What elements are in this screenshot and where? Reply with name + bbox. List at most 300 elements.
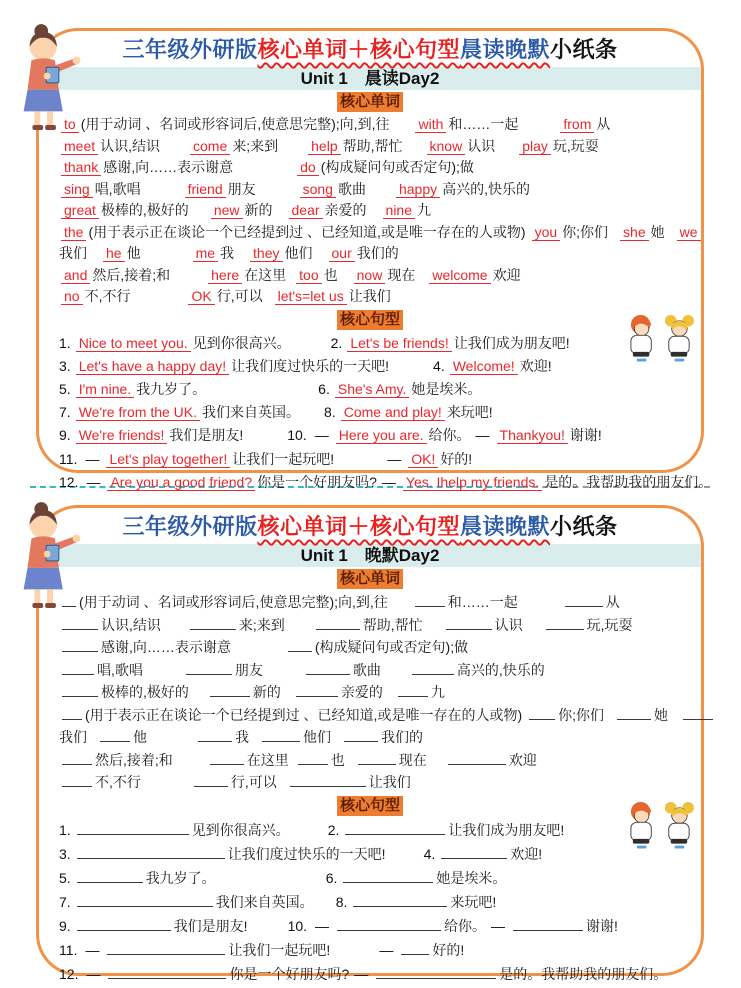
chinese-text: 见到你很高兴。 (192, 334, 291, 351)
answer-blank (376, 964, 496, 979)
english-answer: Yes. Ihelp my friends. (403, 474, 542, 491)
item-number: 2. (330, 334, 343, 351)
english-answer: Let's have a happy day! (76, 358, 229, 375)
spacer (141, 257, 191, 258)
girl-student-icon (665, 315, 694, 362)
chinese-text: 高兴的,快乐的 (456, 661, 545, 678)
teacher-icon (4, 20, 102, 138)
english-answer: welcome (429, 267, 490, 284)
chinese-text: 谢谢! (586, 917, 618, 934)
chinese-text: 歌曲 (352, 661, 381, 678)
english-answer: Thankyou! (497, 427, 568, 444)
spacer (665, 236, 675, 237)
english-answer: Are you a good friend? (107, 474, 255, 491)
item-number: 1. (59, 334, 71, 351)
text-line (59, 771, 681, 794)
chinese-text: 认识 (467, 137, 496, 154)
spacer (366, 193, 394, 194)
chinese-text: 也 (330, 751, 345, 768)
item-number: 4. (423, 845, 436, 862)
text-line (59, 401, 681, 424)
vocab-section-label: 核心单词 (337, 569, 403, 589)
answer-blank (343, 868, 433, 883)
spacer (249, 741, 259, 742)
spacer (286, 279, 294, 280)
item-number: 9. (59, 917, 71, 934)
answer-blank (398, 682, 428, 697)
card-title (59, 512, 681, 542)
chinese-text: 她 (650, 223, 665, 240)
english-answer: know (427, 138, 466, 155)
answer-blank (344, 727, 378, 742)
answer-blank (446, 615, 492, 630)
spacer (130, 300, 186, 301)
answer-blank (62, 615, 98, 630)
answer-blank (288, 637, 312, 652)
spacer (389, 370, 433, 371)
answer-blank (565, 592, 603, 607)
spacer (234, 257, 248, 258)
chinese-text: 他 (126, 245, 141, 261)
spacer (388, 606, 412, 607)
spacer (216, 882, 326, 883)
answer-blank (62, 660, 94, 675)
chinese-text: 谢谢! (569, 427, 602, 444)
chinese-text: 亲爱的 (340, 684, 383, 700)
answer-blank (617, 705, 651, 720)
dialogue-dash: — (314, 427, 329, 444)
chinese-text: 是的。我帮助我的朋友们。 (544, 473, 713, 490)
chinese-text: 好的! (440, 450, 473, 467)
english-answer: they (250, 245, 282, 262)
answer-blank (77, 916, 171, 931)
spacer (289, 764, 295, 765)
english-answer: here (208, 267, 242, 284)
dialogue-dash: — (381, 473, 396, 490)
text-line (59, 424, 681, 447)
chinese-text: 来玩吧! (450, 893, 497, 910)
spacer (285, 629, 313, 630)
answer-blank (77, 868, 143, 883)
answer-blank (77, 892, 213, 907)
spacer (233, 171, 295, 172)
spacer (87, 741, 97, 742)
sentence-list (59, 818, 681, 986)
answer-blank (337, 916, 441, 931)
answer-blank (62, 637, 98, 652)
spacer (526, 236, 530, 237)
answer-blank (298, 750, 328, 765)
text-line (59, 471, 713, 494)
spacer (248, 930, 288, 931)
english-answer: thank (61, 159, 101, 176)
english-answer: with (415, 116, 446, 133)
chinese-text: 和……一起 (447, 594, 518, 610)
item-number: 5. (59, 869, 71, 886)
spacer (206, 393, 318, 394)
chinese-text: 不,不行 (95, 774, 141, 790)
chinese-text: 我们是朋友! (169, 427, 244, 444)
answer-blank (306, 660, 350, 675)
english-answer: Nice to meet you. (76, 335, 191, 352)
chinese-text: 帮助,帮忙 (362, 616, 423, 633)
text-line (59, 938, 681, 962)
text-line (59, 243, 681, 265)
spacer (87, 257, 101, 258)
spacer (386, 858, 424, 859)
spacer (141, 193, 183, 194)
text-line (59, 286, 681, 308)
english-answer: come (190, 138, 230, 155)
text-line (59, 136, 681, 158)
answer-blank (108, 964, 226, 979)
chinese-text: 让我们度过快乐的一天吧! (231, 357, 390, 374)
boy-student-icon (631, 802, 651, 849)
title-segment: 小纸条 (550, 37, 618, 62)
item-number: 7. (59, 893, 71, 910)
answer-blank (100, 727, 130, 742)
english-answer: too (296, 267, 321, 284)
item-number: 12. (59, 473, 79, 490)
item-number: 5. (59, 380, 71, 397)
spacer (291, 347, 331, 348)
answer-blank (358, 750, 396, 765)
answer-blank (353, 892, 447, 907)
item-number: 8. (335, 893, 348, 910)
answer-blank (198, 727, 232, 742)
text-line (59, 704, 681, 727)
chinese-text: 她是埃米。 (411, 380, 482, 397)
english-answer: great (61, 202, 99, 219)
vocab-section-label: 核心单词 (337, 92, 403, 112)
spacer (403, 150, 425, 151)
answer-blank (194, 772, 228, 787)
chinese-text: (构成疑问句或否定句);做 (320, 159, 474, 175)
chinese-text: (构成疑问句或否定句);做 (314, 639, 469, 655)
spacer (256, 193, 298, 194)
chinese-text: 朋友 (234, 661, 263, 678)
chinese-text: 认识 (494, 616, 523, 633)
chinese-text: 现在 (398, 751, 427, 768)
spacer (170, 279, 206, 280)
english-answer: Let's be friends! (347, 335, 451, 352)
spacer (330, 954, 374, 955)
spacer (277, 786, 287, 787)
title-segment: 小纸条 (550, 514, 618, 539)
dialogue-dash: — (315, 917, 330, 934)
english-answer: happy (396, 181, 440, 198)
english-answer: play (519, 138, 551, 155)
chinese-text: 我 (235, 729, 249, 745)
spacer (345, 764, 355, 765)
chinese-text: 来玩吧! (446, 404, 493, 421)
english-answer: do (297, 159, 319, 176)
chinese-text: 她 (654, 706, 668, 723)
answer-blank (412, 660, 454, 675)
dialogue-dash: — (379, 941, 394, 958)
spacer (389, 128, 413, 129)
unit-header: Unit 1 晨读Day2 (39, 67, 701, 90)
chinese-text: 从 (596, 116, 611, 132)
spacer (608, 236, 618, 237)
chinese-text: 玩,玩耍 (586, 616, 633, 633)
chinese-text: 我九岁了。 (145, 869, 216, 886)
text-line (59, 866, 681, 890)
chinese-text: 也 (323, 266, 338, 283)
spacer (273, 214, 287, 215)
english-answer: to (61, 116, 79, 133)
text-line (59, 179, 681, 201)
spacer (518, 606, 562, 607)
english-answer: new (211, 202, 243, 219)
chinese-text: 歌曲 (337, 180, 366, 197)
answer-blank (296, 682, 338, 697)
chinese-text: 他 (133, 729, 147, 745)
sentence-section-label: 核心句型 (337, 310, 403, 330)
english-answer: meet (61, 138, 98, 155)
chinese-text: 从 (605, 594, 620, 610)
chinese-text: 欢迎! (519, 357, 552, 374)
spacer (668, 719, 680, 720)
item-number: 6. (318, 380, 330, 397)
dialogue-dash: — (491, 917, 506, 934)
title-segment: 晨读晚默 (460, 514, 551, 539)
chinese-text: 欢迎 (492, 266, 521, 283)
chinese-text: 感谢,向……表示谢意 (101, 639, 231, 655)
answer-blank (77, 844, 225, 859)
vocab-list (59, 114, 698, 308)
chinese-text: 我们来自英国。 (215, 893, 314, 910)
english-answer: She's Amy. (335, 381, 410, 398)
chinese-text: 九 (417, 202, 431, 218)
item-number: 4. (433, 357, 445, 374)
text-line (59, 818, 681, 842)
chinese-text: 给你。 (428, 427, 471, 444)
dialogue-dash: — (85, 941, 100, 958)
text-line (59, 332, 681, 355)
spacer (143, 674, 183, 675)
dialogue-dash: — (475, 427, 490, 444)
chinese-text: 在这里 (244, 266, 287, 283)
item-number: 12. (59, 965, 79, 982)
chinese-text: 现在 (387, 266, 416, 283)
text-line (59, 378, 681, 401)
item-number: 11. (59, 941, 78, 958)
dialogue-dash: — (85, 450, 100, 467)
spacer (278, 150, 306, 151)
item-number: 10. (287, 427, 307, 444)
spacer (495, 150, 517, 151)
item-number: 7. (59, 404, 71, 421)
chinese-text: 在这里 (246, 751, 289, 768)
chinese-text: 然后,接着;和 (95, 751, 173, 768)
chinese-text: 我九岁了。 (136, 380, 207, 397)
chinese-text: 让我们成为朋友吧! (453, 334, 570, 351)
girl-student-icon (665, 802, 694, 849)
chinese-text: 我们 (59, 245, 87, 261)
chinese-text: 见到你很高兴。 (191, 821, 290, 838)
spacer (522, 719, 526, 720)
chinese-text: 和……一起 (448, 116, 519, 132)
text-line (59, 962, 681, 986)
english-answer: from (560, 116, 594, 133)
english-answer: I'm nine. (76, 381, 134, 398)
chinese-text: 我们 (59, 729, 87, 745)
spacer (518, 128, 558, 129)
english-answer: me (193, 245, 218, 262)
english-answer: OK (188, 288, 214, 305)
english-answer: she (620, 224, 649, 241)
answer-blank (77, 820, 189, 835)
english-answer: Here you are. (336, 427, 427, 444)
chinese-text: 唱,歌唱 (94, 180, 141, 197)
spacer (160, 150, 188, 151)
answer-blank (546, 615, 584, 630)
spacer (161, 629, 187, 630)
item-number: 2. (327, 821, 340, 838)
item-number: 6. (325, 869, 338, 886)
chinese-text: 我们是朋友! (173, 917, 248, 934)
item-number: 3. (59, 845, 71, 862)
answer-blank (210, 750, 244, 765)
answer-blank (415, 592, 445, 607)
title-segment: 三年级外研版 (122, 37, 258, 62)
unit-header: Unit 1 晚默Day2 (39, 544, 701, 567)
chinese-text: 让我们一起玩吧! (232, 450, 335, 467)
vocab-list (59, 591, 681, 794)
text-line (59, 591, 681, 614)
spacer (173, 764, 207, 765)
answer-blank (529, 705, 555, 720)
answer-blank (190, 615, 236, 630)
answer-blank (62, 682, 98, 697)
spacer (604, 719, 614, 720)
chinese-text: 认识,结识 (101, 616, 161, 633)
answer-blank (683, 705, 713, 720)
dialogue-dash: — (86, 965, 101, 982)
item-number: 9. (59, 427, 71, 444)
chinese-text: 你是一个好朋友吗? (257, 473, 377, 490)
spacer (331, 741, 341, 742)
text-line (59, 842, 681, 866)
item-number: 8. (324, 404, 336, 421)
chinese-text: 朋友 (227, 180, 256, 197)
chinese-text: 你是一个好朋友吗? (229, 965, 350, 982)
dialogue-dash: — (86, 473, 101, 490)
evening-dictation-card (36, 505, 704, 982)
chinese-text: 不,不行 (84, 288, 131, 304)
item-number: 3. (59, 357, 71, 374)
english-answer: We're from the UK. (76, 404, 200, 421)
answer-blank (186, 660, 232, 675)
chinese-text: 欢迎! (510, 845, 543, 862)
chinese-text: 行,可以 (230, 774, 277, 790)
text-line (59, 355, 681, 378)
text-line (59, 749, 681, 772)
chinese-text: 给你。 (444, 917, 487, 934)
sentence-section-label: 核心句型 (337, 796, 403, 816)
spacer (231, 651, 285, 652)
english-answer: Come and play! (341, 404, 445, 421)
item-number: 10. (287, 917, 308, 934)
title-segment: 晨读晚默 (460, 37, 551, 62)
spacer (243, 439, 287, 440)
chinese-text: 他们 (303, 729, 331, 745)
spacer (263, 300, 273, 301)
answer-blank (316, 615, 360, 630)
english-answer: let's=let us (275, 288, 347, 305)
chinese-text: 我们的 (356, 245, 399, 261)
english-answer: our (329, 245, 355, 262)
chinese-text: 让我们 (368, 774, 411, 790)
chinese-text: 我 (220, 245, 235, 261)
english-answer: friend (185, 181, 226, 198)
text-line (59, 265, 681, 287)
english-answer: now (354, 267, 386, 284)
chinese-text: 我们的 (381, 729, 423, 745)
text-line (59, 726, 681, 749)
chinese-text: 你;你们 (558, 706, 604, 723)
spacer (383, 696, 395, 697)
spacer (415, 279, 427, 280)
chinese-text: 让我们度过快乐的一天吧! (227, 845, 386, 862)
spacer (334, 463, 382, 464)
spacer (300, 416, 324, 417)
chinese-text: 好的! (432, 941, 465, 958)
chinese-text: 极棒的,极好的 (101, 684, 189, 700)
chinese-text: 然后,接着;和 (92, 266, 171, 283)
chinese-text: 玩,玩耍 (552, 137, 599, 154)
morning-reading-card (36, 28, 713, 490)
answer-blank (62, 705, 82, 720)
chinese-text: 亲爱的 (324, 202, 367, 218)
answer-blank (62, 750, 92, 765)
english-answer: We're friends! (76, 427, 168, 444)
english-answer: sing (61, 181, 93, 198)
chinese-text: 帮助,帮忙 (342, 137, 403, 154)
chinese-text: 行,可以 (216, 288, 263, 304)
english-answer: no (61, 288, 83, 305)
english-answer: the (61, 224, 86, 241)
text-line (59, 890, 681, 914)
answer-blank (107, 940, 225, 955)
text-line (59, 114, 681, 136)
spacer (281, 696, 293, 697)
text-line (59, 222, 698, 244)
students-illustration (624, 313, 698, 379)
dialogue-dash: — (354, 965, 369, 982)
sentence-list (59, 332, 713, 494)
spacer (367, 214, 381, 215)
spacer (263, 674, 303, 675)
card-title (59, 35, 681, 65)
english-answer: and (61, 267, 90, 284)
english-answer: help (308, 138, 340, 155)
english-answer: he (103, 245, 125, 262)
chinese-text: 让我们成为朋友吧! (448, 821, 565, 838)
chinese-text: 认识,结识 (100, 137, 161, 154)
text-line (59, 636, 681, 659)
answer-blank (62, 772, 92, 787)
chinese-text: 高兴的,快乐的 (442, 180, 531, 197)
title-segment: 核心单词＋核心句型 (257, 37, 460, 62)
answer-blank (210, 682, 250, 697)
chinese-text: 她是埃米。 (436, 869, 507, 886)
students-illustration (624, 800, 698, 866)
english-answer: song (300, 181, 336, 198)
chinese-text: 感谢,向……表示谢意 (103, 159, 234, 175)
chinese-text: 来;来到 (238, 616, 285, 633)
